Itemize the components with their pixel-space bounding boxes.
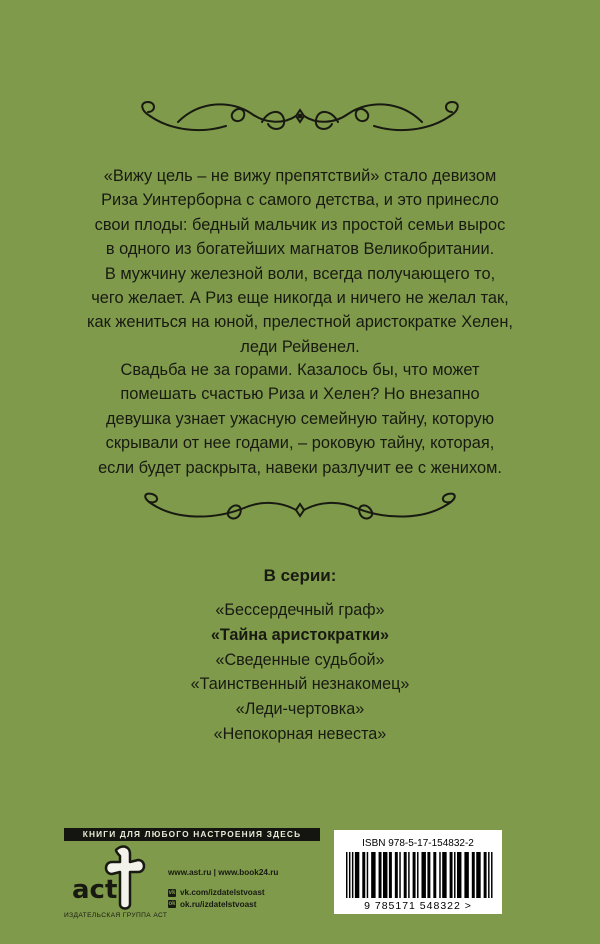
barcode-bar xyxy=(427,852,430,898)
series-item: «Бессердечный граф» xyxy=(215,601,385,619)
flourish-bottom-ornament xyxy=(0,490,600,530)
barcode-bar xyxy=(346,852,347,898)
social-link-vk[interactable] xyxy=(168,887,278,899)
barcode-bar xyxy=(442,852,446,898)
barcode-bar xyxy=(488,852,489,898)
barcode-bar xyxy=(439,852,440,898)
blurb-line: свои плоды: бедный мальчик из простой семьи вырос xyxy=(94,215,506,234)
barcode-bar xyxy=(408,852,409,898)
blurb-line: Риза Уинтерборна с самого детства, и это принесло xyxy=(101,191,499,210)
blurb-line: «Вижу цель – не вижу препятствий» стало девизом xyxy=(103,167,497,185)
barcode-bar xyxy=(476,852,480,898)
blurb-paragraph-2 xyxy=(50,358,550,480)
barcode-bar xyxy=(421,852,425,898)
barcode-digits: 9 785171 548322 > xyxy=(364,900,472,912)
series-item: «Непокорная невеста» xyxy=(213,724,387,743)
isbn-label: ISBN 978-5-17-154832-2 xyxy=(362,838,474,849)
barcode-bar xyxy=(491,852,492,898)
ok-icon: ok xyxy=(168,901,176,908)
blurb-line: леди Рейвенел. xyxy=(240,337,360,356)
publisher-imprint: ИЗДАТЕЛЬСКАЯ ГРУППА АСТ xyxy=(64,912,168,919)
series-item: «Сведенные судьбой» xyxy=(215,650,385,669)
barcode-bar xyxy=(404,852,407,898)
barcode-bar xyxy=(349,852,350,898)
barcode-bar xyxy=(433,852,436,898)
ast-logo xyxy=(64,842,156,914)
barcode-bar xyxy=(367,852,368,898)
barcode-bar xyxy=(399,852,400,898)
barcode-bar xyxy=(413,852,416,898)
blurb-line: В мужчину железной воли, всегда получающего то, xyxy=(104,264,496,283)
blurb-line: как жениться на юной, прелестной аристократке Хелен, xyxy=(87,313,513,332)
publisher-tagline: КНИГИ ДЛЯ ЛЮБОГО НАСТРОЕНИЯ ЗДЕСЬ xyxy=(64,828,320,841)
blurb-line: если будет раскрыта, навеки разлучит ее с женихом. xyxy=(98,458,502,477)
barcode-bar xyxy=(355,852,359,898)
publisher-links xyxy=(168,868,278,910)
barcode-bar xyxy=(454,852,455,898)
barcode-bar xyxy=(484,852,487,898)
social-link-ok[interactable] xyxy=(168,899,278,911)
barcode-bar xyxy=(457,852,461,898)
blurb-line: чего желает. А Риз еще никогда и ничего не желал так, xyxy=(91,289,509,308)
vk-icon: vk xyxy=(168,889,176,896)
blurb-paragraph-1 xyxy=(50,164,550,359)
series-item: «Леди-чертовка» xyxy=(235,700,365,719)
series-item-current: «Тайна аристократки» xyxy=(210,625,390,644)
blurb-line: в одного из богатейших магнатов Великобритании. xyxy=(105,240,495,259)
barcode-bar xyxy=(371,852,375,898)
barcode-bar xyxy=(472,852,475,898)
barcode-bar xyxy=(464,852,468,898)
social-link-text: ok.ru/izdatelstvoast xyxy=(180,899,257,909)
series-list xyxy=(0,598,600,747)
barcode-bar xyxy=(395,852,398,898)
flourish-top-ornament xyxy=(0,86,600,144)
barcode-bar xyxy=(383,852,387,898)
barcode-bar xyxy=(450,852,453,898)
barcode-bar xyxy=(352,852,353,898)
blurb-line: помешать счастью Риза и Хелен? Но внезапно xyxy=(120,385,480,404)
blurb-line: скрывали от нее годами, – роковую тайну, которая, xyxy=(105,434,495,453)
barcode-bar xyxy=(362,852,365,898)
barcode-bar xyxy=(417,852,418,898)
logo-text: act xyxy=(72,875,118,905)
blurb-line: девушка узнает ужасную семейную тайну, которую xyxy=(105,409,495,428)
blurb-line: Свадьба не за горами. Казалось бы, что может xyxy=(120,361,480,379)
barcode-bar xyxy=(379,852,382,898)
series-item: «Таинственный незнакомец» xyxy=(190,675,410,694)
social-link-text: vk.com/izdatelstvoast xyxy=(180,888,265,898)
barcode-bars xyxy=(346,852,494,898)
barcode-bar xyxy=(389,852,392,898)
barcode-panel xyxy=(334,830,502,914)
publisher-sites[interactable]: www.ast.ru | www.book24.ru xyxy=(168,868,279,877)
series-heading: В серии: xyxy=(263,566,337,585)
